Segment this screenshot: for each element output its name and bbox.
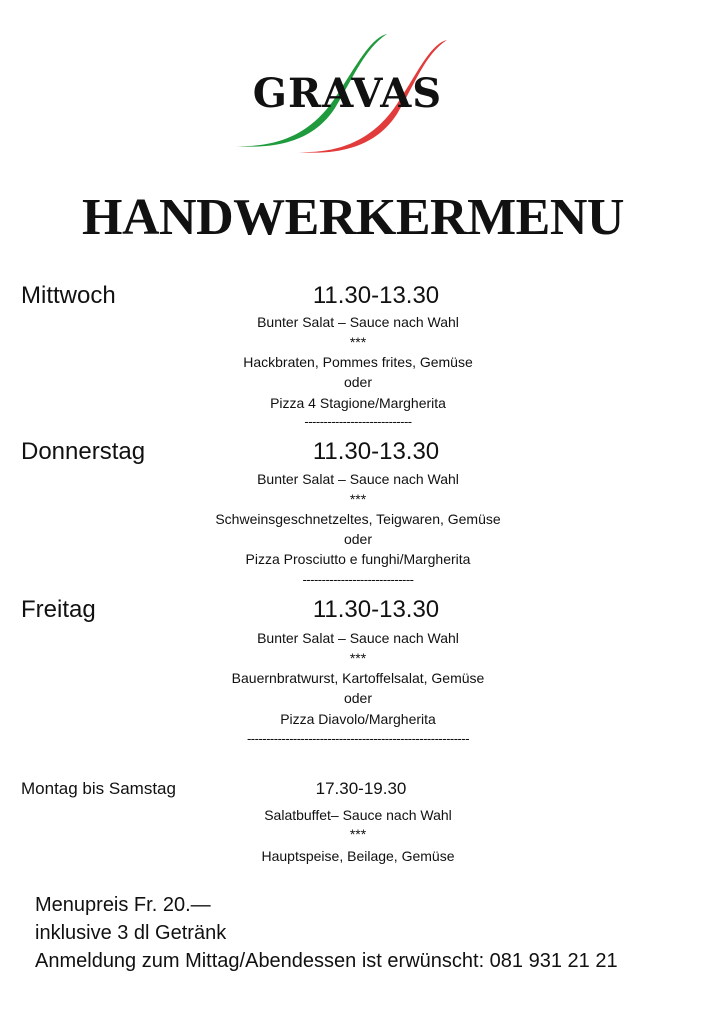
starter-donnerstag: Bunter Salat – Sauce nach Wahl: [257, 471, 459, 487]
day-time-mittwoch: 11.30-13.30: [312, 282, 440, 309]
divider-freitag: ----------------------------------------------------------: [246, 731, 470, 746]
day-name-mittwoch: Mittwoch: [21, 282, 116, 309]
starter-mittwoch: Bunter Salat – Sauce nach Wahl: [257, 314, 459, 330]
day-name-freitag: Freitag: [21, 596, 96, 623]
main-donnerstag: Schweinsgeschnetzeltes, Teigwaren, Gemüse: [215, 511, 501, 527]
pizza-mittwoch: Pizza 4 Stagione/Margherita: [270, 395, 446, 411]
day-name-donnerstag: Donnerstag: [21, 438, 146, 465]
evening-starter: Salatbuffet– Sauce nach Wahl: [264, 807, 452, 823]
starter-freitag: Bunter Salat – Sauce nach Wahl: [257, 630, 459, 646]
or-donnerstag: oder: [343, 531, 373, 547]
evening-main: Hauptspeise, Beilage, Gemüse: [261, 848, 455, 864]
divider-donnerstag: -----------------------------: [302, 572, 414, 587]
divider-mittwoch: ----------------------------: [304, 414, 412, 429]
day-time-donnerstag: 11.30-13.30: [312, 438, 440, 465]
menu-price: Menupreis Fr. 20.—: [35, 894, 211, 916]
evening-stars: ***: [349, 826, 367, 842]
logo-wordmark: GRAVAS: [252, 70, 443, 117]
or-freitag: oder: [343, 690, 373, 706]
stars-donnerstag: ***: [349, 491, 367, 507]
pizza-freitag: Pizza Diavolo/Margherita: [280, 711, 436, 727]
day-time-freitag: 11.30-13.30: [312, 596, 440, 623]
pizza-donnerstag: Pizza Prosciutto e funghi/Margherita: [245, 551, 471, 567]
stars-freitag: ***: [349, 650, 367, 666]
reservation-note: Anmeldung zum Mittag/Abendessen ist erwünscht: 081 931 21 21: [35, 950, 618, 972]
logo: [225, 28, 465, 158]
main-freitag: Bauernbratwurst, Kartoffelsalat, Gemüse: [231, 670, 485, 686]
evening-days: Montag bis Samstag: [21, 779, 176, 798]
main-mittwoch: Hackbraten, Pommes frites, Gemüse: [243, 354, 473, 370]
stars-mittwoch: ***: [349, 334, 367, 350]
or-mittwoch: oder: [343, 374, 373, 390]
drink-included: inklusive 3 dl Getränk: [35, 922, 227, 944]
evening-time: 17.30-19.30: [315, 779, 407, 798]
page-title: HANDWERKERMENU: [82, 189, 624, 246]
